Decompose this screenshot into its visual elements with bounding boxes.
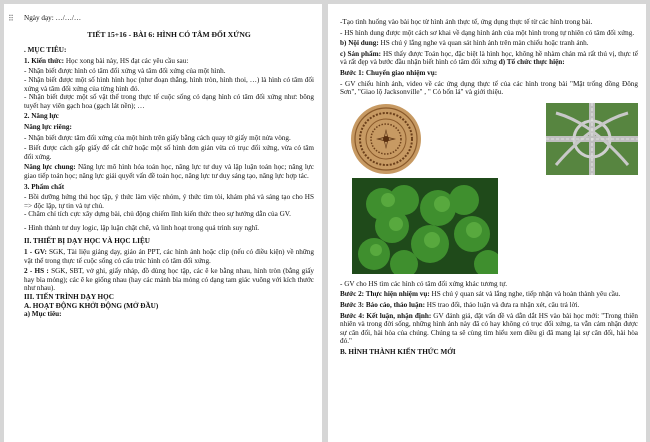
paragraph-kt3: - Nhận biết được một số vật thể trong thực tế cuộc sống có dạng hình có tâm đối xứng như: bông tuyết hay viên gạch hoa (gạch lát nền); … [24,93,314,110]
text-buoc-3: HS trao đổi, thảo luận và đưa ra nhận xét, câu trả lời. [424,300,580,309]
label-san-pham: c) Sản phẩm: [340,49,382,58]
text-buoc-4: GV đánh giá, đặt vấn đề và dẫn dắt HS vào bài học mới: "Trong thiên nhiên và trong đời sống, những hình ảnh này đã có hay không có trục đối xứng, ta vẫn cảm nhận được sự cân đối, hài hòa của chúng. Chúng ta sẽ cùng tìm hiểu xem điều gì đã mang lại sự cân đối, hài hòa đó." [340,311,638,346]
text-nang-luc-chung: Năng lực mô hình hóa toán học, năng lực tư duy và lập luận toán học; năng lực giao tiếp toán học; năng lực giải quyết vấn đề toán học, năng lực tư duy sáng tạo, năng lực hợp tác. [24,163,314,180]
text-san-pham: HS thấy được Toán học, đặc biệt là hình học, không hề nhàm chán mà rất thú vị, thực tế và rất đẹp và bước đầu nhận biết hình có tâm đối xứng [340,49,638,67]
label-hs: 2 - HS : [24,267,49,276]
label-nang-luc-chung: Năng lực chung: [24,163,76,172]
paragraph-gv [24,248,314,265]
section-heading-hoat-dong-a: A. HOẠT ĐỘNG KHỞI ĐỘNG (MỞ ĐẦU) [24,301,159,310]
paragraph-kt2: - Nhận biết được một số hình hình học (như đoạn thẳng, hình tròn, hình thoi, …) là hình có tâm đối xứng và tâm đối xứng của từng hình đó. [24,75,314,93]
subheading-nang-luc-rieng: Năng lực riêng: [24,122,72,131]
lesson-title: TIẾT 15+16 - BÀI 6: HÌNH CÓ TÂM ĐỐI XỨNG [87,29,251,39]
paragraph-san-pham [340,50,638,67]
text-buoc-2: HS chú ý quan sát và lắng nghe, tiếp nhận và hoàn thành yêu cầu. [429,290,621,299]
text-gv: SGK, Tài liệu giảng dạy, giáo án PPT, các hình ảnh hoặc clip (nếu có điều kiện) về những vật thể trong thực tế cuộc sống có cấu trúc hình có tâm đối xứng. [24,248,314,265]
paragraph-noi-dung [340,39,638,48]
paragraph-buoc-1: - GV chiếu hình ảnh, video về các ứng dụng thực tế của các hình trong bài "Mặt trống đồng Đông Sơn", "Giao lộ Jacksonville" , " Cỏ bốn lá" và giới thiệu. [340,79,638,97]
lesson-date: Ngày dạy: …/…/… [24,14,82,22]
document-page-left [4,4,322,442]
paragraph-hs [24,267,314,293]
bronze-drum-image [340,103,432,175]
paragraph-nang-luc-chung [24,163,314,180]
paragraph-kien-thuc [24,57,314,66]
label-buoc-2: Bước 2: Thực hiện nhiệm vụ: [340,290,430,299]
paragraph-pc2: - Chăm chỉ tích cực xây dựng bài, chủ động chiếm lĩnh kiến thức theo sự hướng dẫn của GV. [24,210,291,219]
section-heading-hinh-thanh: B. HÌNH THÀNH KIẾN THỨC MỚI [340,347,456,356]
highway-interchange-image [546,103,638,175]
subheading-buoc-1: Bước 1: Chuyển giao nhiệm vụ: [340,68,438,77]
label-to-chuc: d) Tổ chức thực hiện: [498,58,565,67]
label-noi-dung: b) Nội dung: [340,39,379,48]
four-leaf-clover-image [352,178,498,274]
section-heading-tien-trinh: III. TIẾN TRÌNH DẠY HỌC [24,293,114,302]
section-heading-thiet-bi: II. THIẾT BỊ DẠY HỌC VÀ HỌC LIỆU [24,237,150,246]
paragraph-r2: - HS hình dung được một cách sơ khai về dạng hình ảnh của một hình trong tự nhiên có tâm đối xứng. [340,28,635,37]
section-heading-pham-chat: 3. Phẩm chất [24,182,65,191]
grip-dots-icon[interactable]: ⠿ [8,14,14,23]
text-kien-thuc: Học xong bài này, HS đạt các yêu cầu sau: [64,56,189,65]
paragraph-buoc-3 [340,301,638,310]
subheading-muc-tieu-a: a) Mục tiêu: [24,310,62,319]
paragraph-buoc-2 [340,290,638,299]
document-page-right [328,4,646,442]
label-kien-thuc: 1. Kiến thức: [24,56,65,65]
image-row [340,103,638,175]
section-heading-nang-luc: 2. Năng lực [24,112,59,121]
label-gv: 1 - GV: [24,248,47,257]
paragraph-pc3: - Hình thành tư duy logic, lập luận chặt chẽ, và linh hoạt trong quá trình suy nghĩ. [24,223,260,232]
text-noi-dung: HS chú ý lắng nghe và quan sát hình ảnh trên màn chiếu hoặc tranh ảnh. [378,39,589,48]
paragraph-nr1: - Nhận biết được tâm đối xứng của một hình trên giấy bằng cách quay tờ giấy một nửa vòng. [24,133,291,142]
label-buoc-4: Bước 4: Kết luận, nhận định: [340,311,432,320]
paragraph-nr2: - Biết được cách gấp giấy để cắt chữ hoặc một số hình đơn giản vừa có trục đối xứng, vừa có tâm đối xứng. [24,144,314,161]
label-buoc-3: Bước 3: Báo cáo, thảo luận: [340,300,425,309]
paragraph-pc1: - Bồi dưỡng hứng thú học tập, ý thức làm việc nhóm, ý thức tìm tòi, khám phá và sáng tạo cho HS => độc lập, tự tin và tự chủ. [24,193,314,210]
paragraph-r1: -Tạo tình huống vào bài học từ hình ảnh thực tế, ứng dụng thực tế từ các hình trong bài. [340,18,593,26]
paragraph-buoc-4 [340,312,638,346]
paragraph-gv-hs-tim: - GV cho HS tìm các hình có tâm đối xứng khác tương tự. [340,279,508,288]
section-heading-muc-tieu: . MỤC TIÊU: [24,46,67,55]
text-hs: SGK, SBT, vở ghi, giấy nháp, đồ dùng học tập, các ê ke bằng nhau, hình tròn (bằng giấy hay bìa mỏng); các ê ke giống nhau (hay các mảnh bìa mỏng có dạng tam giác vuông với kích thước như nhau). [24,267,315,293]
paragraph-kt1: - Nhận biết được hình có tâm đối xứng và tâm đối xứng của một hình. [24,67,226,76]
